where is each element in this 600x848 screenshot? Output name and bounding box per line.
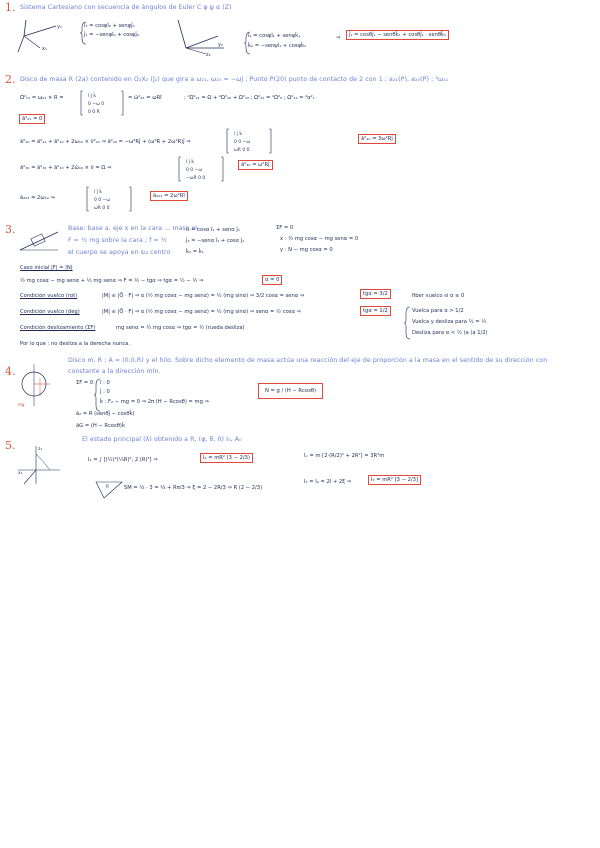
s5-result-box-2: I₃ = mR² [3 − 2/3] [368, 475, 421, 485]
s4-intro-1: Disco m, R ; A = (0,0,R) y el hilo. Sobre dicho elemento de masa actúa una reacción del eje de proporción a la masa en el sentido de su dirección con [68, 357, 548, 364]
s3-case-4-label: Condición deslizamiento (ΣF) [20, 325, 96, 331]
s5-intro: El estado principal (λ) obtenido a R, (φ, θ, 0) I₀, A₀ [82, 436, 242, 443]
s3-note-2: Vuelca y desliza para ½ = ½ [412, 319, 487, 325]
s3-case-2-box: tgα = 3/2 [360, 289, 391, 299]
section-number-5: 5. [5, 439, 16, 452]
svg-text:0 0 −ω: 0 0 −ω [186, 168, 203, 173]
frame-diagram-1 [14, 18, 64, 56]
s3-case-1-label: Caso inicial |F| = |N| [20, 265, 73, 271]
s2-eq-2: ā²₂₀ = ā²₂₁ + ā²₁₀ + 2ω₁₀ × v̄²₂₁ ⇒ ā²₂₀ = −ω²Rĵ + (ω²R + 2ω²R)ĵ ⇒ [20, 139, 191, 145]
section-number-3: 3. [5, 223, 16, 236]
inclined-block-diagram [18, 226, 62, 254]
svg-text:0 0 −ω: 0 0 −ω [94, 198, 111, 203]
section-1-title: Sistema Cartesiano con secuencia de ángulos de Euler C φ ψ α (Z) [20, 4, 232, 11]
brace-icon [244, 30, 258, 56]
s3-note-1: Vuelca para α > 1/2 [412, 308, 464, 314]
rotation-1-line-a: î₁ = cosφî₀ + senφĵ₀ [84, 23, 135, 29]
section-2-intro: Disco de masa R (2a) contenido en O₂X₂ (ĵ₂) que gira a ω₂₁, ω₂₀ = −ωĵ ; Punto P(20) punto de contacto de 2 con 1 ; a₂₁(P), a₂₀(P) ; ²ω₂₁ [20, 76, 449, 83]
s3-case-3-label: Condición vuelco (deg) [20, 309, 80, 315]
svg-text:y₂: y₂ [218, 42, 223, 48]
s4-result-box: N = g / (H − Rcosθ) [258, 383, 323, 399]
s2-eq-3: ā²₃₀ = ā²₃₁ + ā²₁₀ + 2ω̄₁₀ × v̄ = Ω ⇒ [20, 165, 112, 171]
matrix-1 [80, 90, 124, 116]
s2-eq-1-cont: ; ᵈΩ²₂₁ = Ω + ᵈΩ²₂₀ + Ω²₁₀ ; Ω²₂₁ = ᵈΩ²₀ ; Ω²₂₁ = ᵈα²₁ [184, 95, 315, 101]
s5-result-box-1: I₂ = mR² (3 − 2/3) [200, 453, 253, 463]
section-number-4: 4. [5, 365, 16, 378]
svg-text:x₁: x₁ [18, 471, 23, 476]
rotation-2-line-b: k̂₂ = −senψî₁ + cosψk̂₁ [248, 43, 307, 49]
s3-sum-title: ΣF = 0 [276, 225, 294, 231]
s3-basis-2: ĵ₂ = −senα î₁ + cosα ĵ₁ [186, 238, 245, 244]
s5-eq-4: I₃ = I₂ = 2I + 2ξ ⇒ [304, 479, 352, 485]
triangle-diagram [94, 478, 124, 500]
s3-case-4-eq: mg senα = ½ mg cosα ⇒ tgα = ½ (rueda desliza) [116, 325, 245, 331]
matrix-3 [178, 156, 224, 182]
svg-text:î ĵ k̂: î ĵ k̂ [234, 132, 242, 137]
rotation-1-line-b: ĵ₁ = −senφî₀ + cosφĵ₀ [84, 32, 139, 38]
s3-final: Por lo que : no desliza a la derecha nunca. [20, 341, 131, 347]
s3-case-1-box: α = 0 [262, 275, 282, 285]
svg-text:x₁: x₁ [42, 46, 47, 52]
s3-case-2-label: Condición vuelco (rot) [20, 293, 78, 299]
svg-text:0 0 −ω: 0 0 −ω [234, 140, 251, 145]
s4-sys-j: ĵ : 0 [100, 389, 110, 395]
s2-result-box-1: ā²₂₁ = 0 [19, 114, 45, 124]
s3-note-3: Desliza para α < ½ (a (a 1/2) [412, 330, 488, 336]
s2-eq-4: ā₂₀₁ = 2ω₁₀ ⇒ [20, 195, 55, 201]
svg-text:z₁: z₁ [38, 447, 43, 452]
svg-text:y₁: y₁ [57, 24, 62, 30]
s4-intro-2: constante a la dirección mín. [68, 368, 161, 375]
svg-text:mg: mg [18, 402, 25, 407]
s5-eq-1: I₂ = ∫ [(½)²(⅓R)², 2 (R)²] ⇒ [88, 457, 158, 463]
s4-sum: ΣF = 0 [76, 380, 94, 386]
s2-result-box-4: ā₂₀₁ = 2ω²Rî [150, 191, 188, 201]
s3-case-3-eq: |M| ≤ |Ō · F| ⇒ α (½ mg cosα − mg senα) = ½ (mg sinα) ⇒ senα = ½ cosα ⇒ [102, 309, 301, 315]
disc-diagram [16, 362, 62, 408]
s3-basis-3: k̂₂ = k̂₁ [186, 249, 204, 255]
svg-text:R: R [106, 484, 109, 489]
s3-case-1-eq: ½ mg cosα − mg senα + ½ mg senα ⇒ F = ½ − tgα ⇒ tgα = ½ − ½ ⇒ [20, 278, 204, 284]
axes-diagram [16, 444, 62, 496]
svg-text:0 −ω 0: 0 −ω 0 [88, 102, 105, 107]
s4-position-a: ā₂ = R (senθĵ − cosθk̂) [76, 411, 135, 417]
brace-icon [80, 20, 94, 46]
s3-case-3-box: tgα = 1/2 [360, 306, 391, 316]
section-number-1: 1. [5, 1, 16, 14]
svg-text:î ĵ k̂: î ĵ k̂ [186, 160, 194, 165]
svg-text:z₂: z₂ [206, 52, 211, 58]
section-number-2: 2. [5, 73, 16, 86]
s2-eq-1-right: = ω̄²₂₁ = ωRî [128, 95, 162, 101]
s3-case-2-eq: |M| ≤ |Ō · F| ⇒ α (½ mg cosα − mg senα) = ½ (mg sinα) ⇒ 3/2 cosα = senα ⇒ [102, 293, 305, 299]
s3-basis-1: î₂ = cosα î₁ + senα ĵ₁ [186, 227, 240, 233]
s4-position-g: āG = (H − Rcosθ)k̂ [76, 423, 125, 429]
s2-result-box-3: ā²₃₀ = ω²Rĵ [238, 160, 273, 170]
s3-sum-y: y : N − mg cosα = 0 [280, 247, 333, 253]
matrix-2 [226, 128, 272, 154]
svg-text:ωR 0 0: ωR 0 0 [234, 148, 250, 153]
s2-eq-1-left: Ω̄²₂₁ = ω₂₁ × R = [20, 95, 64, 101]
s4-sys-i: î : 0 [100, 380, 110, 386]
svg-text:î ĵ k̂: î ĵ k̂ [94, 190, 102, 195]
s5-eq-2: Iₓ = m [2·(R/2)² + 2R²] = 3R²m [304, 453, 385, 459]
s2-result-box-2: ā²₂₀ = 3ω²Rĵ [358, 134, 396, 144]
svg-text:−ωR 0 0: −ωR 0 0 [186, 176, 206, 181]
svg-text:î ĵ k̂: î ĵ k̂ [88, 94, 96, 99]
brace-icon [404, 306, 412, 340]
matrix-4 [86, 186, 132, 212]
s3-intro-1: Base: base a, eje x en la cara ... masa m [68, 225, 198, 232]
s3-intro-2: F = ½ mg sobre la cara ; f = ½ [68, 237, 167, 244]
frame-diagram-2 [170, 18, 230, 58]
arrow-icon: ⇒ [336, 35, 341, 41]
svg-text:0 0 R: 0 0 R [88, 110, 100, 115]
s3-intro-3: el cuerpo se apoya en su centro [68, 249, 171, 256]
s3-case-2-note: fiber vuelco si α ≤ 0 [412, 293, 465, 299]
rotation-2-line-a: î₂ = cosψî₁ + senψk̂₁ [248, 33, 301, 39]
svg-text:ωR 0 0: ωR 0 0 [94, 206, 110, 211]
section-1-result-box: ĵ₂ = cosθĵ₁ − senθk̂₁ + cosθĵ₁ · senθk̂₁ [346, 30, 449, 40]
s5-eq-3: SM = ⅔ · 3 = ⅔ + Rπ/3 ⇒ ξ = 2 − 2R/3 ⇒ R (2 − 2/3) [124, 485, 263, 491]
s4-eq: k̂ : F₂ − mg = 0 ⇒ 2π (H − Rcosθ) = mg ⇒ [100, 399, 209, 405]
s3-sum-x: x : ½ mg cosα − mg senα = 0 [280, 236, 359, 242]
